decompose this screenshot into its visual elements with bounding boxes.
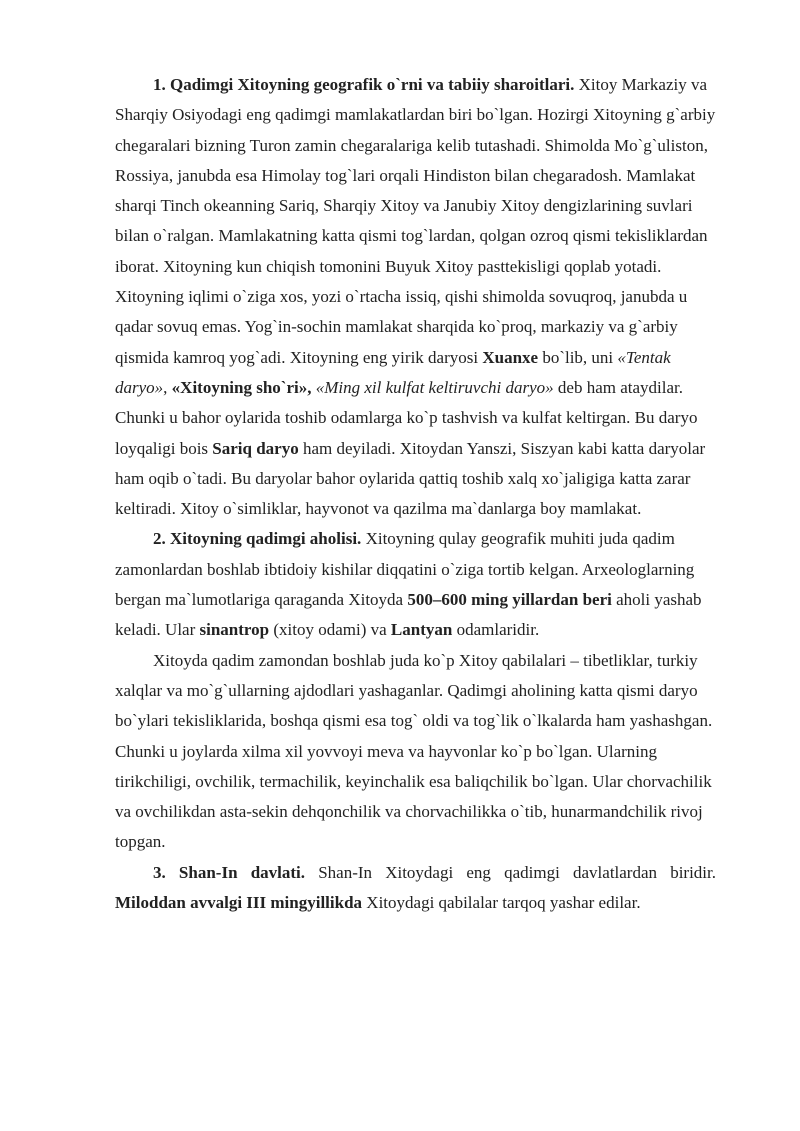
- emphasis-lantyan: Lantyan: [390, 620, 453, 640]
- text-span: odamlaridir.: [452, 620, 540, 640]
- text-span: ham deyiladi. Xitoydan Yanszi, Siszyan kabi katta daryolar ham oqib o`tadi. Bu daryolar bahor oylarida qattiq toshib xalq xo`jaligiga katta zarar keltiradi. Xitoy o`simliklar, hayvonot va qazilma ma`danlarga boy mamlakat.: [115, 438, 706, 519]
- emphasis-millennium: Miloddan avvalgi III mingyillikda: [115, 893, 363, 913]
- river-nickname-1: «Tentak daryo»: [115, 347, 671, 397]
- text-span: deb ham ataydilar. Chunki u bahor oylarida toshib odamlarga ko`p tashvish va kulfat keltirgan. Bu daryo loyqaligi bois: [115, 377, 698, 458]
- section-shan-in-paragraph: [115, 858, 716, 919]
- tribes-paragraph: [115, 646, 716, 858]
- section-geography-paragraph: [115, 70, 716, 524]
- section-heading-shan-in: 3. Shan-In davlati.: [153, 862, 306, 882]
- section-heading-geography: 1. Qadimgi Xitoyning geografik o`rni va tabiiy sharoitlari.: [153, 75, 575, 94]
- text-span: Xitoyning qulay geografik muhiti juda qadim zamonlardan boshlab ibtidoiy kishilar diqqatini o`ziga tortib kelgan. Arxeologlarning bergan ma`lumotlariga qaraganda Xitoyda: [115, 529, 695, 610]
- section-population-paragraph: [115, 524, 716, 645]
- text-span: Xitoydagi qabilalar tarqoq yashar edilar.: [362, 893, 641, 913]
- river-name-xuanxe: Xuanxe: [482, 347, 539, 367]
- river-nickname-3: «Ming xil kulfat keltiruvchi daryo»: [315, 377, 554, 397]
- text-span: (xitoy odami) va: [269, 620, 391, 640]
- river-nickname-2: «Xitoyning sho`ri»,: [171, 377, 312, 397]
- text-span: ,: [163, 377, 172, 397]
- text-span: aholi yashab keladi. Ular: [115, 590, 702, 640]
- text-span: bo`lib, uni: [538, 347, 618, 367]
- emphasis-years: 500–600 ming yillardan beri: [407, 590, 612, 610]
- text-span: Shan-In Xitoydagi eng qadimgi davlatlardan biridir.: [305, 862, 716, 882]
- text-span: Xitoy Markaziy va Sharqiy Osiyodagi eng qadimgi mamlakatlardan biri bo`lgan. Hozirgi Xitoyning g`arbiy chegaralari bizning Turon zamin chegaralariga kelib tutashadi. Shimolda Mo`g`uliston, Rossiya, janubda esa Himolay tog`lari orqali Hindiston bilan chegaradosh. Mamlakat sharqi Tinch okeanning Sariq, Sharqiy Xitoy va Janubiy Xitoy dengizlarining suvlari bilan o`ralgan. Mamlakatning katta qismi tog`lardan, qolgan ozroq qismi tekisliklardan iborat. Xitoyning kun chiqish tomonini Buyuk Xitoy pasttekisligi qoplab yotadi. Xitoyning iqlimi o`ziga xos, yozi o`rtacha issiq, qishi shimolda sovuqroq, janubda u qadar sovuq emas. Yog`in-sochin mamlakat sharqida ko`proq, markaziy va g`arbiy qismida kamroq yog`adi. Xitoyning eng yirik daryosi: [115, 75, 716, 367]
- emphasis-sinantrop: sinantrop: [199, 620, 270, 640]
- text-span: Xitoyda qadim zamondan boshlab juda ko`p Xitoy qabilalari – tibetliklar, turkiy xalqlar va mo`g`ullarning ajdodlari yashaganlar. Qadimgi aholining katta qismi daryo bo`ylari tekisliklarida, boshqa qismi esa tog` oldi va tog`lik o`lkalarda ham yashashgan. Chunki u joylarda xilma xil yovvoyi meva va hayvonlar ko`p bo`lgan. Ularning tirikchiligi, ovchilik, termachilik, keyinchalik esa baliqchilik bo`lgan. Ular chorvachilik va ovchilikdan asta-sekin dehqonchilik va chorvachilikka o`tib, hunarmandchilik rivoj topgan.: [115, 650, 713, 852]
- section-heading-population: 2. Xitoyning qadimgi aholisi.: [153, 529, 362, 549]
- river-name-sariq: Sariq daryo: [212, 438, 299, 458]
